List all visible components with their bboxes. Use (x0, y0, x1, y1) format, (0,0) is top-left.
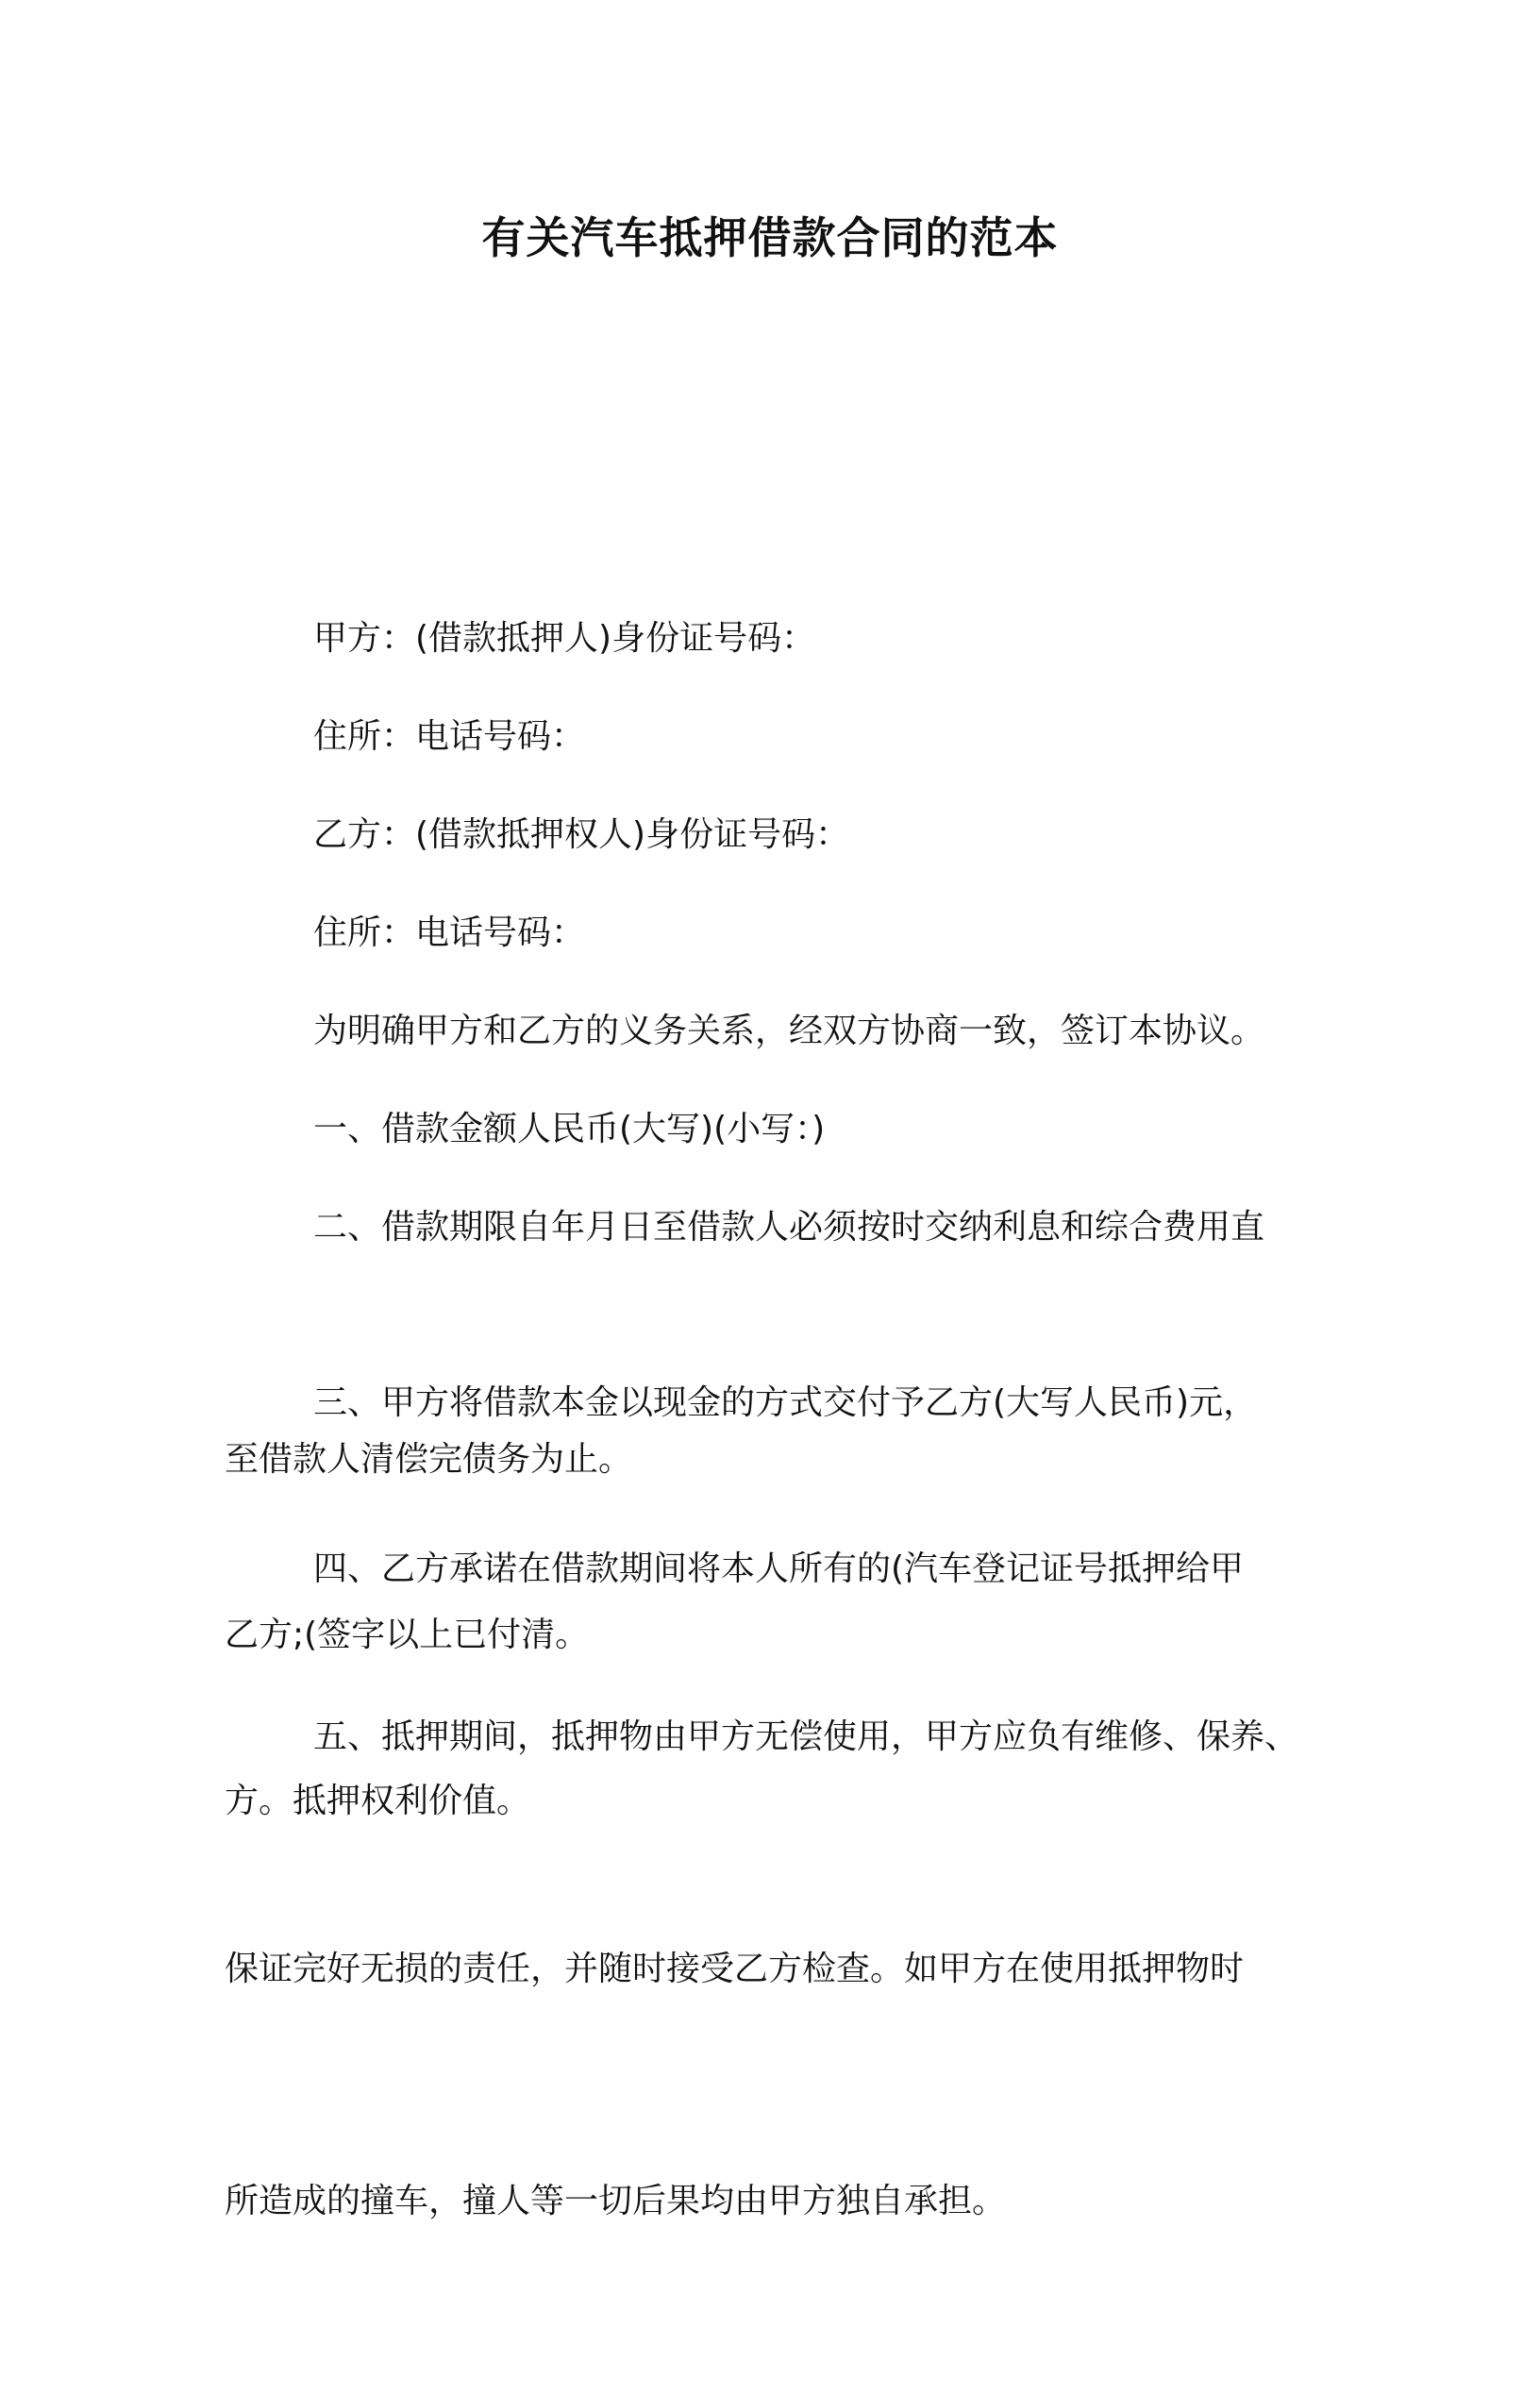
paragraph-line: 为明确甲方和乙方的义务关系，经双方协商一致，签订本协议。 (313, 1012, 1265, 1050)
paragraph-line: 一、借款金额人民币(大写)(小写：) (313, 1110, 826, 1148)
paragraph-line: 方。抵押权利价值。 (225, 1782, 531, 1820)
paragraph-line: 住所：电话号码： (313, 913, 586, 952)
paragraph-line: 四、乙方承诺在借款期间将本人所有的(汽车登记证号抵押给甲 (313, 1549, 1245, 1588)
document-title: 有关汽车抵押借款合同的范本 (481, 212, 1059, 263)
paragraph-line: 五、抵押期间，抵押物由甲方无偿使用，甲方应负有维修、保养、 (313, 1717, 1299, 1756)
clause-5-use-of-collateral (225, 1544, 1338, 2395)
paragraph-line: 保证完好无损的责任，并随时接受乙方检查。如甲方在使用抵押物时 (225, 1950, 1245, 1988)
paragraph-line: 乙方;(签字以上已付清。 (225, 1616, 590, 1654)
paragraph-line: 甲方：(借款抵押人)身份证号码： (313, 619, 816, 658)
paragraph-line: 至借款人清偿完债务为止。 (225, 1440, 633, 1479)
paragraph-line: 三、甲方将借款本金以现金的方式交付予乙方(大写人民币)元， (313, 1383, 1258, 1422)
paragraph-line: 所造成的撞车，撞人等一切后果均由甲方独自承担。 (225, 2182, 1007, 2220)
paragraph-line: 乙方：(借款抵押权人)身份证号码： (313, 815, 850, 854)
paragraph-line: 住所：电话号码： (313, 717, 586, 756)
paragraph-line: 二、借款期限自年月日至借款人必须按时交纳利息和综合费用直 (313, 1208, 1265, 1247)
